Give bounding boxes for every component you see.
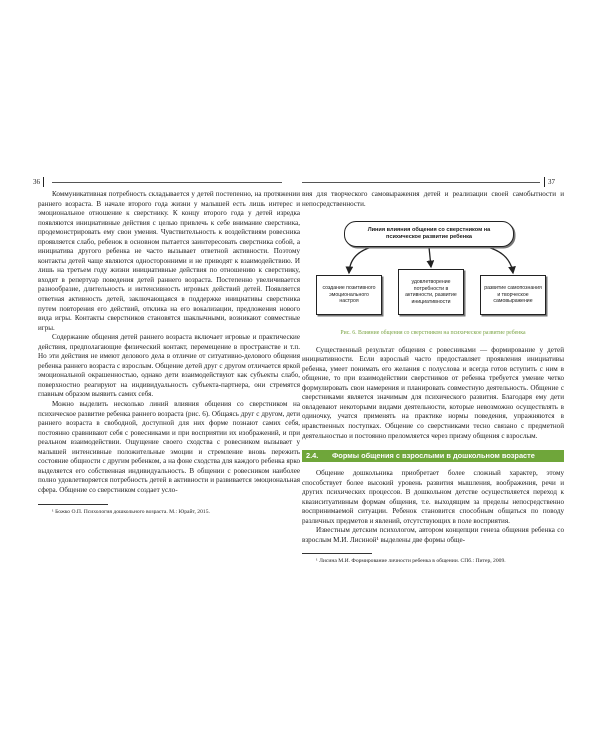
left-paragraph-2: Содержание общения детей раннего возраста включает игровые и практические действия, предполагающие физический контакт, перемещение в пространстве и т.п. Но эти действия не имеют делового дела в отличие от ситуативно-делового общения ребенка раннего возраста с взрослым. Общение детей друг с другом отличается яркой эмоциональной окрашенностью, однако дети взаимодействуют как субъекты слабо, поверхностно реагируют на индивидуальность субъекта-партнера, они стремятся главным образом выявить самих себя. [38,333,300,399]
right-paragraph-3: Известным детским психологом, автором концепции генеза общения ребенка со взрослым М.И. Лисиной¹ выделены две формы обще- [302,526,564,544]
left-paragraph-1: Коммуникативная потребность складывается у детей постепенно, на протяжении раннего возраста. В начале второго года жизни у малышей есть лишь интерес и эмоциональное отношение к сверстнику. К концу второго года у детей изредка появляются инициативные действия с целью привлечь к себе внимание сверстника, продемонстрировать ему свои умения. Чувствительность к воздействиям ровесника проявляется слабо, ребенок в основном пытается заинтересовать сверстника собой, а инициатива другого ребенка не часто вызывает ответной активности. Поэтому контакты детей чаще являются односторонними и не приводят к взаимодействию. И лишь на третьем году жизни инициативные действия по отношению к сверстнику, входят в репертуар поведения детей раннего возраста. Постепенно увеличивается разнообразие, длительность и интенсивность игровых действий детей. Появляется ответная активность детей, заключающаяся в поддержке инициативы сверстника путем повторения его действий, отклика на его вокализации, предложения нового вида игры. Контакты сверстников становятся шаклычными, возникают совместные игры. [38,190,300,332]
arrow-right [487,247,513,273]
diagram-box-activity: удовлетворение потребности в активности, развитие инициативности [398,269,464,315]
right-intro-paragraph: вия для творческого самовыражения детей и реализации своей самобытности и непосредственности. [302,190,564,208]
arrow-center [429,247,431,267]
section-number: 2.4. [306,451,319,461]
right-page [302,190,564,565]
left-header-rule [52,182,282,183]
influence-diagram [302,217,564,325]
diagram-top-box: Линия влияния общения со сверстником на психическое развитие ребенка [344,221,514,247]
left-paragraph-3: Можно выделить несколько линий влияния общения со сверстником на психическое развитие ребенка раннего возраста (рис. 6). Общаясь друг с другом, дети раннего возраста в свободной, доступной для них форме познают самих себя, постоянно сравнивают себя с ровесниками и при восприятии их изображений, и при реальном взаимодействии. Ощущение своего сходства с ровесником вызывает у малышей интенсивные положительные эмоции и стремление вновь пережить состояние общности с другим ребенком, а на фоне сходства для каждого ребенка ярко выделяется его собственная индивидуальность. В общении с ровесником наиболее полно удовлетворяется потребность детей в активности и развивается эмоциональная сфера. Общение со сверстником создает усло- [38,400,300,494]
right-footnote: ¹ Лисина М.И. Формирование личности ребенка в общении. СПб.: Питер, 2009. [316,558,506,565]
left-footnote-rule [38,504,108,505]
diagram-box-emotional: создание позитивного эмоционального настроя [316,275,382,315]
arrow-left [349,247,372,273]
left-footnote: ¹ Божко О.П. Психология дошкольного возраста. М.: Юрайт, 2015. [52,508,210,515]
left-page-number: 36 [33,177,44,187]
section-title: Формы общения с взрослыми в дошкольном возрасте [332,451,535,461]
figure-caption: Рис. 6. Влияние общения со сверстником на психическое развитие ребенка [340,330,526,337]
diagram-box-self-knowledge: развитие самопознания и творческое самовыражение [480,275,546,315]
right-page-number: 37 [544,177,555,187]
right-paragraph-2: Общение дошкольника приобретает более сложный характер, этому способствует более высокий уровень развития мышления, воображения, речи и других психических процессов. В дошкольном детстве осуществляется переход к квазиситуативным формам общения, т.е. выходящим за пределы непосредственно воспринимаемой ситуации. Ребенок становится способным общаться по поводу различных предметов и явлений, отсутствующих в поле восприятия. [302,469,564,525]
section-heading [302,450,564,462]
right-footnote-rule [302,553,372,554]
left-page [38,190,300,516]
right-header-rule [302,182,540,183]
right-paragraph-1: Существенный результат общения с ровесниками — формирование у детей инициативности. Если взрослый часто предоставляет проявления инициативы ребенка, умеет понимать его желания с полуслова и всегда готов вступить с ним в общение, то при взаимодействии сверстников от ребенка требуется умение четко формулировать свои намерения и планировать совместную деятельность. Общение с сверстниками является значимым для психического развития. Благодаря ему дети овладевают некоторыми видами деятельности, которые невозможно осуществлять в одиночку, учатся применять на практике нормы поведения, упражняются в нравственных поступках. Общение со сверстниками тесно связано с предметной деятельностью и постоянно преломляется через призму общения с взрослым. [302,345,564,440]
